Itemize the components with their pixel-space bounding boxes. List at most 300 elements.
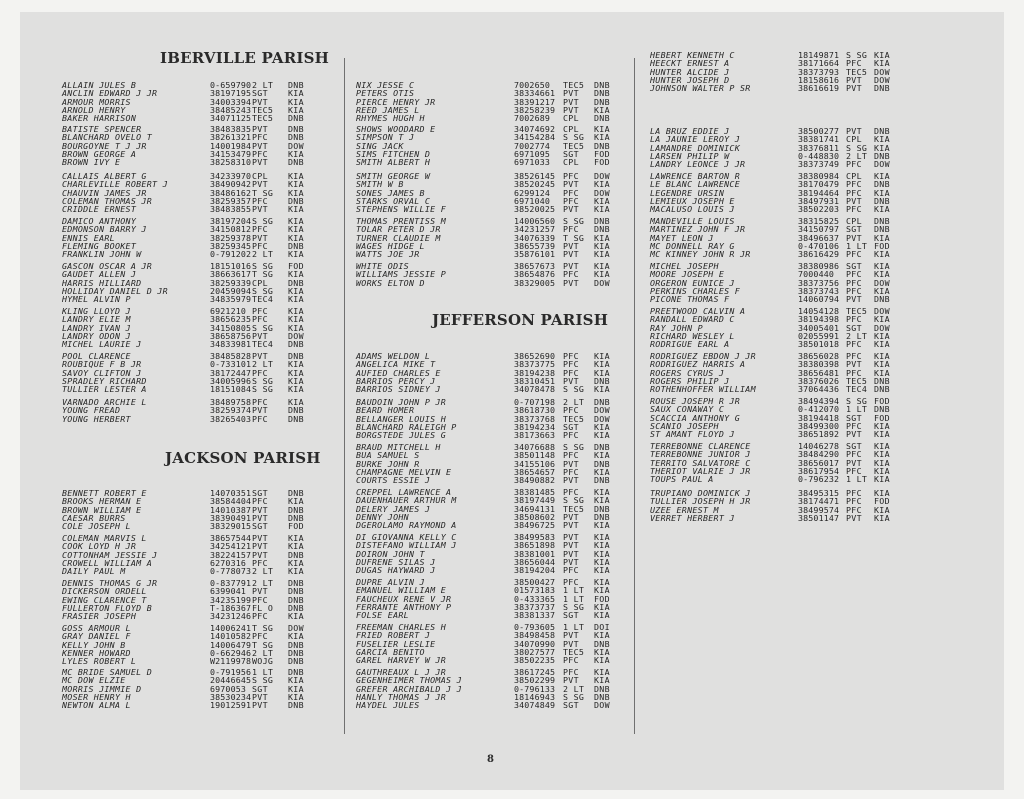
grade: TEC5: [563, 140, 585, 151]
soldier-name: JOHNSON WALTER P SR: [650, 83, 751, 94]
serial-number: 38329005: [514, 277, 556, 288]
soldier-name: PIERCE HENRY JR: [356, 96, 436, 107]
grade: PFC: [846, 187, 862, 198]
serial-number: 38500277: [798, 126, 840, 136]
casualty-status: KIA: [288, 148, 304, 159]
casualty-status: DNB: [594, 140, 610, 151]
serial-number: 38617954: [798, 465, 840, 476]
soldier-name: LANDRY IVAN J: [62, 322, 131, 333]
grade: T SG: [252, 639, 274, 650]
soldier-name: BARRIOS PERCY J: [356, 375, 436, 386]
serial-number: 38496725: [514, 520, 556, 531]
grade: PVT: [846, 457, 862, 468]
soldier-name: MARTINEZ JOHN F JR: [650, 224, 746, 235]
soldier-name: BROWN GEORGE A: [62, 148, 137, 159]
grade: PVT: [252, 157, 268, 168]
serial-number: 38655739: [514, 240, 556, 251]
grade: PVT: [252, 541, 268, 552]
grade: PVT: [563, 532, 579, 542]
serial-number: 37064436: [798, 384, 840, 395]
casualty-status: DNB: [288, 512, 304, 523]
soldier-name: MC DONNELL RAY G: [650, 240, 735, 251]
serial-number: 18158616: [798, 74, 840, 85]
casualty-status: KIA: [594, 430, 610, 441]
serial-number: 38499300: [798, 420, 840, 431]
casualty-status: KIA: [594, 351, 610, 361]
serial-number: 6299124: [514, 187, 551, 198]
grade: TEC5: [252, 113, 274, 124]
grade: PVT: [563, 638, 579, 649]
serial-number: 38194234: [514, 421, 556, 432]
soldier-name: BOURGOYNE T J JR: [62, 140, 147, 151]
serial-number: 38616619: [798, 83, 840, 94]
serial-number: 38501018: [798, 339, 840, 350]
grade: PVT: [252, 512, 268, 523]
soldier-name: ENNIS EARL: [62, 232, 115, 243]
grade: PVT: [252, 405, 268, 416]
casualty-status: DNB: [874, 404, 890, 415]
soldier-name: MOSER HENRY H: [62, 691, 131, 702]
serial-number: 34078478: [514, 384, 556, 395]
casualty-status: DNB: [594, 397, 610, 407]
casualty-status: FOD: [594, 593, 610, 604]
casualty-status: KIA: [874, 339, 890, 350]
grade: PFC: [563, 430, 579, 441]
serial-number: 38526145: [514, 171, 556, 181]
grade: S SG: [252, 675, 274, 686]
grade: PFC: [846, 314, 862, 325]
serial-number: 38259378: [210, 232, 252, 243]
soldier-name: BAUDOIN JOHN P JR: [356, 397, 447, 407]
soldier-name: VARNADO ARCHIE L: [62, 397, 147, 407]
serial-number: 19012591: [210, 700, 252, 711]
grade: PVT: [252, 330, 268, 341]
casualty-status: FOD: [874, 396, 890, 406]
soldier-name: GASCON OSCAR A JR: [62, 261, 153, 271]
casualty-status: KIA: [874, 204, 890, 215]
serial-number: 38197195: [210, 88, 252, 99]
serial-number: 0-433365: [514, 593, 556, 604]
soldier-name: SCANIO JOSEPH: [650, 420, 719, 431]
grade: PFC: [846, 269, 862, 280]
casualty-status: DNB: [288, 602, 304, 613]
grade: S SG: [252, 216, 274, 226]
serial-number: 34005996: [210, 375, 252, 386]
soldier-name: HUNTER JOSEPH D: [650, 74, 730, 85]
serial-number: 38502235: [514, 655, 556, 666]
casualty-status: DNB: [874, 375, 890, 386]
soldier-name: DOIRON JOHN T: [356, 548, 425, 559]
serial-number: 38489758: [210, 397, 252, 407]
casualty-status: KIA: [288, 306, 304, 316]
casualty-status: DNB: [874, 216, 890, 226]
grade: PFC: [252, 611, 268, 622]
casualty-status: KIA: [874, 171, 890, 181]
serial-number: 38265403: [210, 413, 252, 424]
soldier-name: MC BRIDE SAMUEL D: [62, 667, 153, 677]
casualty-status: KIA: [288, 496, 304, 507]
grade: PVT: [563, 179, 579, 190]
serial-number: 38373768: [514, 413, 556, 424]
grade: S SG: [252, 261, 274, 271]
grade: PVT: [563, 556, 579, 567]
soldier-name: HANLY THOMAS J JR: [356, 691, 447, 702]
grade: PFC: [846, 339, 862, 350]
serial-number: 6971095: [514, 148, 551, 159]
soldier-name: SPRADLEY RICHARD: [62, 375, 147, 386]
soldier-name: COLEMAN THOMAS JR: [62, 195, 153, 206]
soldier-name: EWING CLARENCE T: [62, 594, 147, 605]
serial-number: 0-793605: [514, 622, 556, 632]
casualty-status: DNB: [874, 150, 890, 161]
casualty-status: DNB: [874, 126, 890, 136]
soldier-name: RODRIGUE EARL A: [650, 339, 730, 350]
serial-number: 34003394: [210, 96, 252, 107]
grade: PFC: [563, 577, 579, 587]
casualty-status: KIA: [874, 474, 890, 485]
serial-number: 38494394: [798, 396, 840, 406]
grade: SGT: [252, 88, 268, 99]
grade: CPL: [563, 157, 579, 168]
casualty-status: FOD: [594, 148, 610, 159]
casualty-status: KIA: [594, 520, 610, 531]
casualty-status: KIA: [594, 667, 610, 677]
grade: S SG: [563, 691, 585, 702]
soldier-name: TULLIER JOSEPH H JR: [650, 496, 751, 507]
soldier-name: MC DOW ELZIE: [62, 675, 126, 686]
casualty-status: KIA: [874, 465, 890, 476]
serial-number: 38259345: [210, 240, 252, 251]
soldier-name: DUPRE ALVIN J: [356, 577, 425, 587]
casualty-status: KIA: [594, 132, 610, 143]
grade: 2 LT: [252, 647, 274, 658]
casualty-status: KIA: [288, 367, 304, 378]
serial-number: 34233970: [210, 171, 252, 181]
grade: 1 LT: [846, 474, 868, 485]
casualty-status: FOD: [594, 157, 610, 168]
soldier-name: TULLIER LESTER A: [62, 384, 147, 395]
serial-number: 35876101: [514, 249, 556, 260]
serial-number: 38380398: [798, 359, 840, 370]
soldier-name: ALLAIN JULES B: [62, 80, 137, 90]
soldier-name: DICKERSON ORDELL: [62, 586, 147, 597]
serial-number: 34835979: [210, 294, 252, 305]
grade: PVT: [846, 294, 862, 305]
casualty-status: KIA: [594, 359, 610, 370]
soldier-name: SMITH W B: [356, 179, 404, 190]
serial-number: 38499574: [798, 504, 840, 515]
grade: PVT: [846, 195, 862, 206]
soldier-name: RICHARD WESLEY L: [650, 330, 735, 341]
casualty-status: KIA: [594, 124, 610, 134]
soldier-name: ORGERON EUNICE J: [650, 277, 735, 288]
grade: PFC: [846, 58, 862, 69]
casualty-status: KIA: [594, 585, 610, 596]
serial-number: 6921210: [210, 306, 247, 316]
soldier-name: BRAUD MITCHELL H: [356, 442, 441, 452]
grade: S SG: [563, 495, 585, 506]
casualty-status: DOW: [288, 330, 304, 341]
casualty-status: KIA: [594, 556, 610, 567]
grade: 1 LT: [252, 667, 274, 677]
casualty-status: DOW: [594, 277, 610, 288]
grade: PFC: [846, 488, 862, 498]
grade: PFC: [563, 359, 579, 370]
casualty-status: KIA: [288, 224, 304, 235]
casualty-status: DNB: [594, 88, 610, 99]
serial-number: 38197204: [210, 216, 252, 226]
serial-number: 38373743: [798, 285, 840, 296]
soldier-name: COLEMAN MARVIS L: [62, 533, 147, 543]
casualty-status: KIA: [594, 675, 610, 686]
casualty-status: KIA: [594, 421, 610, 432]
grade: SGT: [252, 488, 268, 498]
soldier-name: YOUNG HERBERT: [62, 413, 131, 424]
grade: PFC: [252, 132, 268, 143]
soldier-name: RODRIGUEZ HARRIS A: [650, 359, 746, 370]
serial-number: 38656044: [514, 556, 556, 567]
grade: PVT: [563, 548, 579, 559]
grade: PVT: [846, 232, 862, 243]
soldier-name: ROGERS PHILIP J: [650, 375, 730, 386]
serial-number: 38651892: [798, 429, 840, 440]
casualty-status: DNB: [288, 124, 304, 134]
soldier-name: FULLERTON FLOYD B: [62, 602, 153, 613]
serial-number: 34150805: [210, 322, 252, 333]
serial-number: 38663617: [210, 269, 252, 280]
serial-number: 14054128: [798, 306, 840, 316]
serial-number: 7000440: [798, 269, 835, 280]
serial-number: 0-470106: [798, 240, 840, 251]
grade: PFC: [563, 667, 579, 677]
casualty-status: KIA: [594, 195, 610, 206]
serial-number: 38656028: [798, 351, 840, 361]
serial-number: 7002650: [514, 80, 551, 90]
grade: PVT: [252, 140, 268, 151]
grade: 1 LT: [563, 585, 585, 596]
soldier-name: PICONE THOMAS F: [650, 294, 730, 305]
casualty-status: KIA: [288, 691, 304, 702]
soldier-name: NIX JESSE C: [356, 80, 415, 90]
parish-heading: IBERVILLE PARISH: [160, 49, 329, 67]
casualty-status: FOD: [288, 521, 304, 532]
casualty-status: KIA: [874, 50, 890, 60]
serial-number: 14006241: [210, 623, 252, 633]
casualty-status: KIA: [594, 577, 610, 587]
grade: PVT: [252, 124, 268, 134]
serial-number: 38530234: [210, 691, 252, 702]
serial-number: 34235199: [210, 594, 252, 605]
casualty-status: KIA: [874, 351, 890, 361]
serial-number: 38381001: [514, 548, 556, 559]
grade: 2 LT: [563, 397, 585, 407]
grade: PFC: [563, 351, 579, 361]
soldier-name: CHAUVIN JAMES JR: [62, 187, 147, 198]
grade: PVT: [846, 83, 862, 94]
soldier-name: CROWELL WILLIAM A: [62, 557, 153, 568]
serial-number: 38376811: [798, 142, 840, 153]
serial-number: 0-791202: [210, 249, 252, 260]
serial-number: 38194464: [798, 187, 840, 198]
casualty-status: DNB: [288, 656, 304, 667]
serial-number: 38194238: [514, 367, 556, 378]
casualty-status: KIA: [874, 504, 890, 515]
grade: PFC: [252, 631, 268, 642]
casualty-status: KIA: [594, 610, 610, 621]
soldier-name: CHAMPAGNE MELVIN E: [356, 466, 452, 477]
soldier-name: FOLSE EARL: [356, 610, 409, 621]
soldier-name: PERKINS CHARLES F: [650, 285, 741, 296]
grade: PVT: [563, 520, 579, 531]
serial-number: 38381741: [798, 134, 840, 145]
casualty-status: DOW: [874, 306, 890, 316]
casualty-status: KIA: [594, 548, 610, 559]
serial-number: 38502299: [514, 675, 556, 686]
casualty-status: KIA: [874, 488, 890, 498]
grade: TEC5: [846, 306, 868, 316]
serial-number: 38656235: [210, 314, 252, 325]
soldier-name: STEPHENS WILLIE F: [356, 204, 447, 215]
serial-number: 0-791956: [210, 667, 252, 677]
soldier-name: SHOWS WOODARD E: [356, 124, 436, 134]
serial-number: 38501147: [798, 512, 840, 523]
soldier-name: NEWTON ALMA L: [62, 700, 131, 711]
casualty-status: DNB: [594, 80, 610, 90]
casualty-status: DNB: [288, 647, 304, 658]
serial-number: 34074849: [514, 700, 556, 711]
soldier-name: MORRIS JIMMIE D: [62, 683, 142, 694]
casualty-status: DOW: [288, 140, 304, 151]
soldier-name: ANGELICA MIKE T: [356, 359, 436, 370]
casualty-status: KIA: [874, 457, 890, 468]
casualty-status: DNB: [594, 375, 610, 386]
casualty-status: KIA: [594, 384, 610, 395]
soldier-name: COLE JOSEPH L: [62, 521, 131, 532]
casualty-status: DNB: [874, 384, 890, 395]
soldier-name: MOORE JOSEPH E: [650, 269, 725, 280]
grade: CPL: [563, 124, 579, 134]
casualty-status: DNB: [288, 549, 304, 560]
casualty-status: KIA: [594, 249, 610, 260]
soldier-name: BEARD HOMER: [356, 405, 415, 416]
casualty-status: DOW: [874, 66, 890, 77]
serial-number: 38373737: [514, 601, 556, 612]
grade: PVT: [252, 96, 268, 107]
grade: T SG: [252, 187, 274, 198]
soldier-name: ARMOUR MORRIS: [62, 96, 131, 107]
grade: PVT: [846, 429, 862, 440]
serial-number: 38373775: [514, 359, 556, 370]
soldier-name: MANDEVILLE LOUIS: [650, 216, 735, 226]
soldier-name: SONES JAMES B: [356, 187, 425, 198]
casualty-status: DOW: [594, 700, 610, 711]
serial-number: 38484290: [798, 449, 840, 460]
serial-number: 38334661: [514, 88, 556, 99]
grade: CPL: [252, 171, 268, 181]
soldier-name: COTTONHAM JESSIE J: [62, 549, 158, 560]
serial-number: 0-837791: [210, 578, 252, 588]
casualty-status: KIA: [874, 142, 890, 153]
soldier-name: FREEMAN CHARLES H: [356, 622, 447, 632]
serial-number: 0-662946: [210, 647, 252, 658]
grade: PFC: [252, 397, 268, 407]
soldier-name: SMITH GEORGE W: [356, 171, 431, 181]
grade: PFC: [846, 277, 862, 288]
grade: PFC: [846, 504, 862, 515]
casualty-status: KIA: [594, 495, 610, 506]
serial-number: 6270316: [210, 557, 247, 568]
serial-number: 34154284: [514, 132, 556, 143]
soldier-name: STARKS ORVAL C: [356, 195, 431, 206]
casualty-status: KIA: [874, 232, 890, 243]
casualty-status: DNB: [288, 240, 304, 251]
soldier-name: WATTS JOE JR: [356, 249, 420, 260]
serial-number: T-186367: [210, 602, 252, 613]
casualty-status: KIA: [288, 566, 304, 577]
casualty-status: DOW: [594, 413, 610, 424]
soldier-name: VERRET HERBERT J: [650, 512, 735, 523]
serial-number: 14060794: [798, 294, 840, 305]
casualty-status: DOW: [874, 74, 890, 85]
casualty-status: DNB: [874, 83, 890, 94]
casualty-status: DNB: [288, 80, 304, 90]
soldier-name: MACALUSO LOUIS J: [650, 204, 735, 215]
casualty-status: FOD: [874, 496, 890, 507]
soldier-name: CREPPEL LAWRENCE A: [356, 487, 452, 497]
casualty-status: KIA: [288, 171, 304, 181]
soldier-name: MICHEL JOSEPH: [650, 261, 719, 271]
casualty-status: KIA: [874, 441, 890, 451]
serial-number: 14006560: [514, 216, 556, 226]
casualty-status: KIA: [594, 450, 610, 461]
casualty-status: DNB: [594, 683, 610, 694]
grade: SGT: [846, 441, 862, 451]
grade: PVT: [252, 179, 268, 190]
soldier-name: TERREBONNE JUNIOR J: [650, 449, 751, 460]
casualty-status: KIA: [874, 449, 890, 460]
soldier-name: HARRIS HILLIARD: [62, 277, 142, 288]
soldier-name: DENNIS THOMAS G JR: [62, 578, 158, 588]
casualty-status: DNB: [874, 179, 890, 190]
grade: PFC: [563, 224, 579, 235]
serial-number: 38174471: [798, 496, 840, 507]
serial-number: 38381337: [514, 610, 556, 621]
casualty-status: DNB: [594, 458, 610, 469]
grade: PFC: [252, 557, 268, 568]
casualty-status: DNB: [288, 667, 304, 677]
column-divider: [634, 58, 635, 734]
casualty-status: FOD: [874, 412, 890, 423]
grade: TEC5: [563, 503, 585, 514]
soldier-name: LA JAUNIE LEROY J: [650, 134, 741, 145]
soldier-name: LANDRY LEONCE J JR: [650, 159, 746, 170]
soldier-name: RHYMES HUGH H: [356, 113, 425, 124]
serial-number: 38656017: [798, 457, 840, 468]
soldier-name: DELERY JAMES J: [356, 503, 431, 514]
soldier-name: GARCIA BENITO: [356, 646, 425, 657]
casualty-status: KIA: [288, 557, 304, 568]
serial-number: 38485243: [210, 104, 252, 115]
grade: TEC5: [563, 80, 585, 90]
serial-number: 38194398: [798, 314, 840, 325]
soldier-name: PREETWOOD CALVIN A: [650, 306, 746, 316]
grade: PFC: [846, 249, 862, 260]
grade: PFC: [252, 240, 268, 251]
casualty-status: KIA: [288, 322, 304, 333]
grade: 1 LT: [846, 404, 868, 415]
casualty-status: KIA: [288, 631, 304, 642]
soldier-name: LARSEN PHILIP W: [650, 150, 730, 161]
